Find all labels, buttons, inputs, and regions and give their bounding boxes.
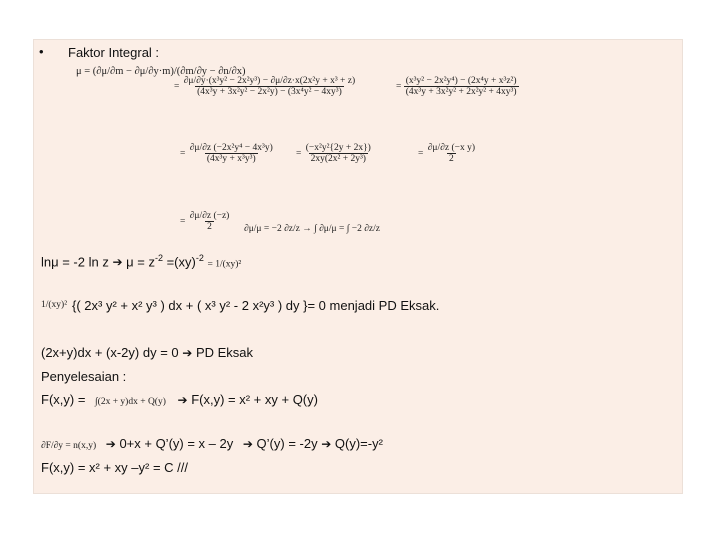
pd-suffix: PD Eksak <box>195 345 254 360</box>
eq1-step2-num: (x³y² − 2x²y⁴) − (2x⁴y + x³z²) <box>405 76 517 86</box>
eq1-step1-den: (4x³y + 3x²y² − 2x²y) − (3x⁴y² − 4xy³) <box>197 87 342 97</box>
heading: Faktor Integral : <box>68 45 160 60</box>
arrow-icon: ➔ <box>177 393 188 407</box>
ln-rhs: =(xy) <box>166 254 196 270</box>
arrow-icon: ➔ <box>321 437 332 451</box>
fxy-lhs: F(x,y) = <box>41 392 86 407</box>
ln-frac: = 1/(xy)² <box>207 259 242 270</box>
eq2-step3-num: ∂μ/∂z (−x y) <box>427 143 476 153</box>
eq3-a-den: 2 <box>207 222 212 232</box>
ln-exp: -2 <box>154 253 163 263</box>
derivative-line <box>41 436 383 451</box>
eq1-step2: = $\frac{\text{(x³y² − 2x²y⁴) − (2x⁴y + x³z²)}}{\text{(4x³y + 3x²y² + 2x²y² + 4xy³)}}$ <box>396 76 517 97</box>
final-solution: F(x,y) = x² + xy –y² = C /// <box>41 460 188 475</box>
eq2-step3: = $\frac{\text{∂μ/∂z (−x y)}}{2}$ <box>418 143 476 164</box>
pd-line <box>41 345 253 360</box>
eq2-step1-den: (4x³y + x³y³) <box>206 154 256 164</box>
ln-rhs-exp: -2 <box>195 253 204 263</box>
eq1-lhs: μ = (∂μ/∂m − ∂μ/∂y·m)/(∂m/∂y − ∂n/∂x) <box>76 66 246 77</box>
fxy-result: F(x,y) = x² + xy + Q(y) <box>191 392 318 407</box>
eq2-step1-num: ∂μ/∂z (−2x²y⁴ − 4x³y) <box>189 143 273 153</box>
fxy-line <box>41 392 318 407</box>
ln-lhs: lnμ = -2 ln z <box>41 254 109 270</box>
step-a: 0+x + Q’(y) = x – 2y <box>119 436 234 451</box>
eq2-step2-num: (−x²y²{2y + 2x}) <box>305 143 371 153</box>
arrow-icon: ➔ <box>105 437 116 451</box>
arrow-icon: ➔ <box>182 346 193 360</box>
eq3-a: = $\frac{\partial\mu/\partial z (-z)}{2}$ <box>180 211 230 232</box>
multiplied-prefix: 1/(xy)² <box>41 300 68 310</box>
eq3-a-num: ∂μ/∂z (−z) <box>189 211 230 221</box>
eq2-step2-den: 2xy(2x² + 2y³) <box>310 154 366 164</box>
eq3-b: ∂μ/μ = −2 ∂z/z → ∫ ∂μ/μ = ∫ −2 ∂z/z <box>244 224 380 234</box>
partial-expr: ∂F/∂y = n(x,y) <box>41 441 97 451</box>
arrow-icon: ➔ <box>112 255 123 270</box>
fxy-integral: ∫(2x + y)dx + Q(y) <box>95 397 166 407</box>
bullet: • <box>39 44 44 59</box>
step-b: Q’(y) = -2y <box>256 436 318 451</box>
multiplied-text: {( 2x³ y² + x² y³ ) dx + ( x³ y² - 2 x²y³ ) dy }= 0 menjadi PD Eksak. <box>72 298 440 313</box>
slide-panel <box>33 39 683 494</box>
eq2-step2: = $\frac{\text{(−x²y²\{2y + 2x\})}}{\text{2xy(2x² + 2y³)}}$ <box>296 143 371 164</box>
arrow-icon: ➔ <box>242 437 253 451</box>
pd-eq: (2x+y)dx + (x-2y) dy = 0 <box>41 345 179 360</box>
eq2-step1: = $\frac{\text{∂μ/∂z (−2x²y⁴ − 4x³y)}}{\text{(4x³y + x³y³)}}$ <box>180 143 273 164</box>
eq2-step3-den: 2 <box>449 154 454 164</box>
eq1-step1: = $\frac{\text{∂μ/∂y·(x³y² − 2x²y³) − ∂μ/∂z·x(2x²y + x³ + z)}}{\text{(4x³y + 3x²y² − 2x²y) − (3x⁴y² − 4xy³)}}$ <box>174 76 356 97</box>
step-c: Q(y)=-y² <box>334 436 383 451</box>
penyelesaian: Penyelesaian : <box>41 369 127 384</box>
ln-line <box>41 253 241 269</box>
eq1-step1-num: ∂μ/∂y·(x³y² − 2x²y³) − ∂μ/∂z·x(2x²y + x³ + z) <box>183 76 356 86</box>
eq1-step2-den: (4x³y + 3x²y² + 2x²y² + 4xy³) <box>405 87 517 97</box>
ln-mid: μ = z <box>126 254 155 270</box>
